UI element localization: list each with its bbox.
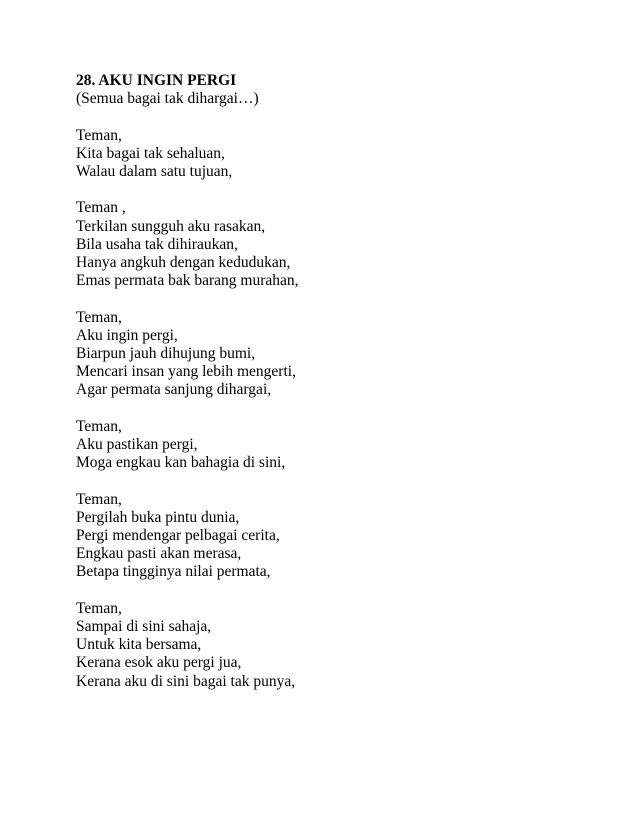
verse-line: Bila usaha tak dihiraukan, xyxy=(76,235,238,253)
verse-line: Kerana esok aku pergi jua, xyxy=(76,654,242,672)
verse-line: Teman , xyxy=(76,199,126,217)
poem-body xyxy=(76,72,576,709)
verse-line: Walau dalam satu tujuan, xyxy=(76,163,233,180)
verse-line: Biarpun jauh dihujung bumi, xyxy=(76,345,256,362)
verse-line: Pergi mendengar pelbagai cerita, xyxy=(76,527,280,544)
verse-line: Untuk kita bersama, xyxy=(76,636,202,654)
verse-line: Aku pastikan pergi, xyxy=(76,436,198,453)
verse-line: Teman, xyxy=(76,599,122,617)
verse-line: Kerana aku di sini bagai tak punya, xyxy=(76,672,296,690)
verse-line: Teman, xyxy=(76,308,122,326)
stanza-6 xyxy=(76,600,576,691)
stanza-3 xyxy=(76,309,576,400)
poem-title: 28. AKU INGIN PERGI xyxy=(76,72,237,89)
verse-line: Emas permata bak barang murahan, xyxy=(76,272,299,290)
verse-line: Teman, xyxy=(76,126,122,144)
verse-line: Hanya angkuh dengan kedudukan, xyxy=(76,254,291,271)
verse-line: Agar permata sanjung dihargai, xyxy=(76,381,272,399)
verse-line: Sampai di sini sahaja, xyxy=(76,618,212,635)
stanza-1 xyxy=(76,127,576,182)
verse-line: Mencari insan yang lebih mengerti, xyxy=(76,363,296,381)
verse-line: Terkilan sungguh aku rasakan, xyxy=(76,217,266,235)
verse-line: Engkau pasti akan merasa, xyxy=(76,545,242,563)
verse-line: Aku ingin pergi, xyxy=(76,326,178,344)
stanza-4 xyxy=(76,418,576,473)
poem-subtitle: (Semua bagai tak dihargai…) xyxy=(76,90,259,108)
verse-line: Kita bagai tak sehaluan, xyxy=(76,144,225,162)
stanza-2 xyxy=(76,199,576,290)
verse-line: Teman, xyxy=(76,417,122,435)
verse-line: Betapa tingginya nilai permata, xyxy=(76,563,271,581)
stanza-5 xyxy=(76,491,576,582)
verse-line: Pergilah buka pintu dunia, xyxy=(76,508,240,526)
verse-line: Teman, xyxy=(76,490,122,508)
verse-line: Moga engkau kan bahagia di sini, xyxy=(76,454,286,472)
